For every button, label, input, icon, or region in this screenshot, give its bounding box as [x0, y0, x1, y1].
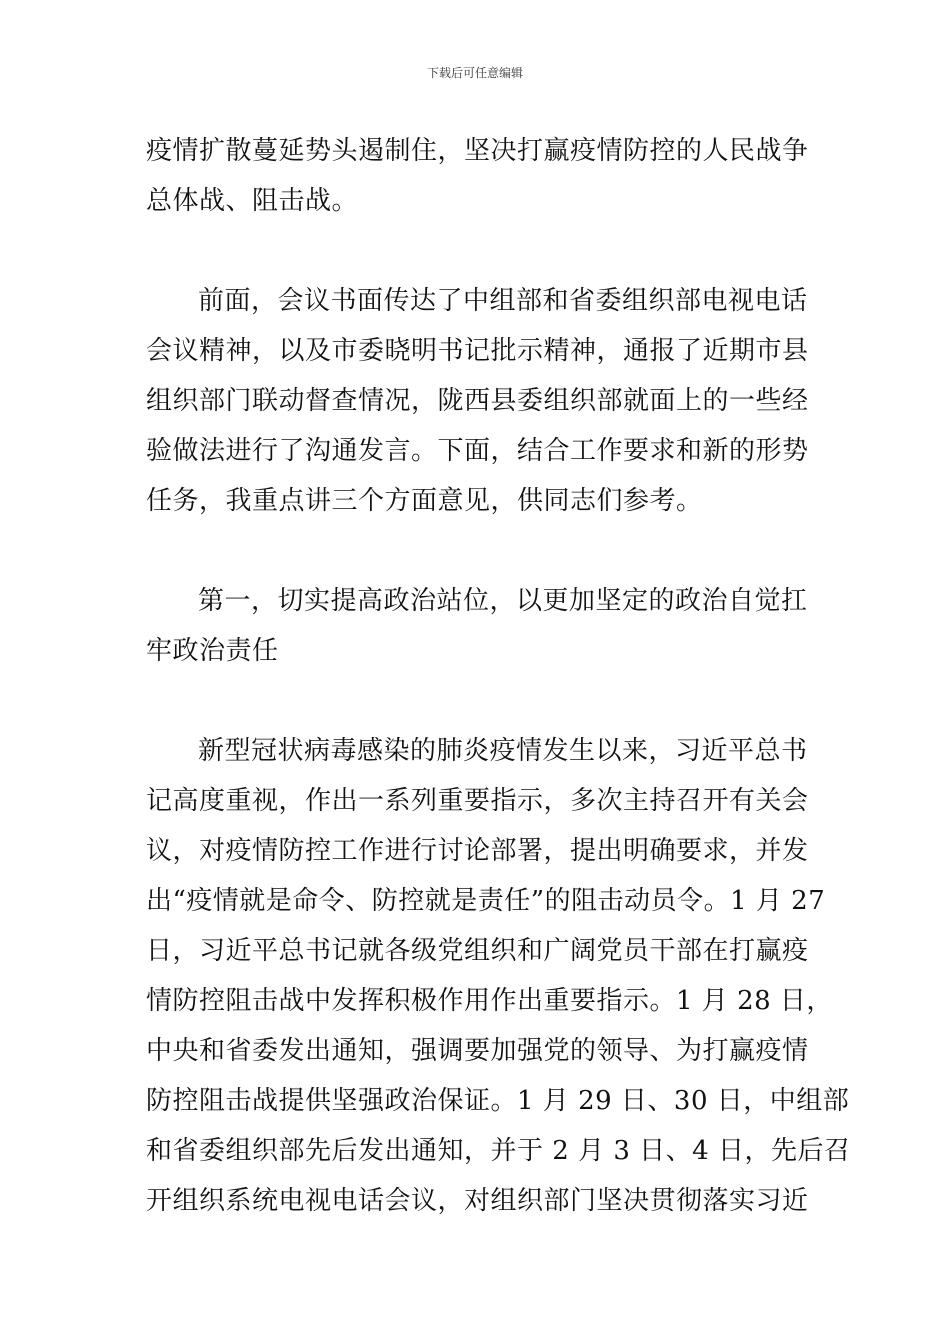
text-line: 组织部门联动督查情况，陇西县委组织部就面上的一些经 [146, 386, 809, 416]
text-line: 情防控阻击战中发挥积极作用作出重要指示。1 月 28 日， [146, 986, 833, 1016]
text-line: 记高度重视，作出一系列重要指示，多次主持召开有关会 [146, 786, 809, 816]
page-header: 下载后可任意编辑 [426, 66, 523, 80]
paragraph-gap [146, 226, 810, 276]
text-line: 牢政治责任 [146, 636, 279, 666]
paragraph-gap [146, 526, 810, 576]
text-line: 中央和省委发出通知，强调要加强党的领导、为打赢疫情 [146, 1036, 809, 1066]
document-body [146, 126, 851, 1226]
text-line: 第一，切实提高政治站位，以更加坚定的政治自觉扛 [198, 586, 808, 616]
text-line: 新型冠状病毒感染的肺炎疫情发生以来，习近平总书 [198, 736, 808, 766]
paragraph-gap [146, 676, 810, 726]
text-line: 总体战、阻击战。 [146, 186, 359, 216]
paragraph-1 [146, 126, 810, 226]
text-line: 防控阻击战提供坚强政治保证。1 月 29 日、30 日，中组部 [146, 1086, 850, 1116]
text-line: 日，习近平总书记就各级党组织和广阔党员干部在打赢疫 [146, 936, 809, 966]
text-line: 出“疫情就是命令、防控就是责任”的阻击动员令。1 月 27 [146, 886, 826, 916]
text-line: 会议精神，以及市委晓明书记批示精神，通报了近期市县 [146, 336, 809, 366]
section-heading [146, 576, 810, 676]
text-line: 疫情扩散蔓延势头遏制住，坚决打赢疫情防控的人民战争 [146, 136, 809, 166]
text-line: 前面，会议书面传达了中组部和省委组织部电视电话 [198, 286, 808, 316]
text-line: 议，对疫情防控工作进行讨论部署，提出明确要求，并发 [146, 836, 809, 866]
text-line: 和省委组织部先后发出通知，并于 2 月 3 日、4 日，先后召 [146, 1136, 851, 1166]
text-line: 任务，我重点讲三个方面意见，供同志们参考。 [146, 486, 703, 516]
text-line: 验做法进行了沟通发言。下面，结合工作要求和新的形势 [146, 436, 809, 466]
paragraph-4 [146, 726, 851, 1226]
text-line: 开组织系统电视电话会议，对组织部门坚决贯彻落实习近 [146, 1186, 809, 1216]
paragraph-2 [146, 276, 810, 526]
